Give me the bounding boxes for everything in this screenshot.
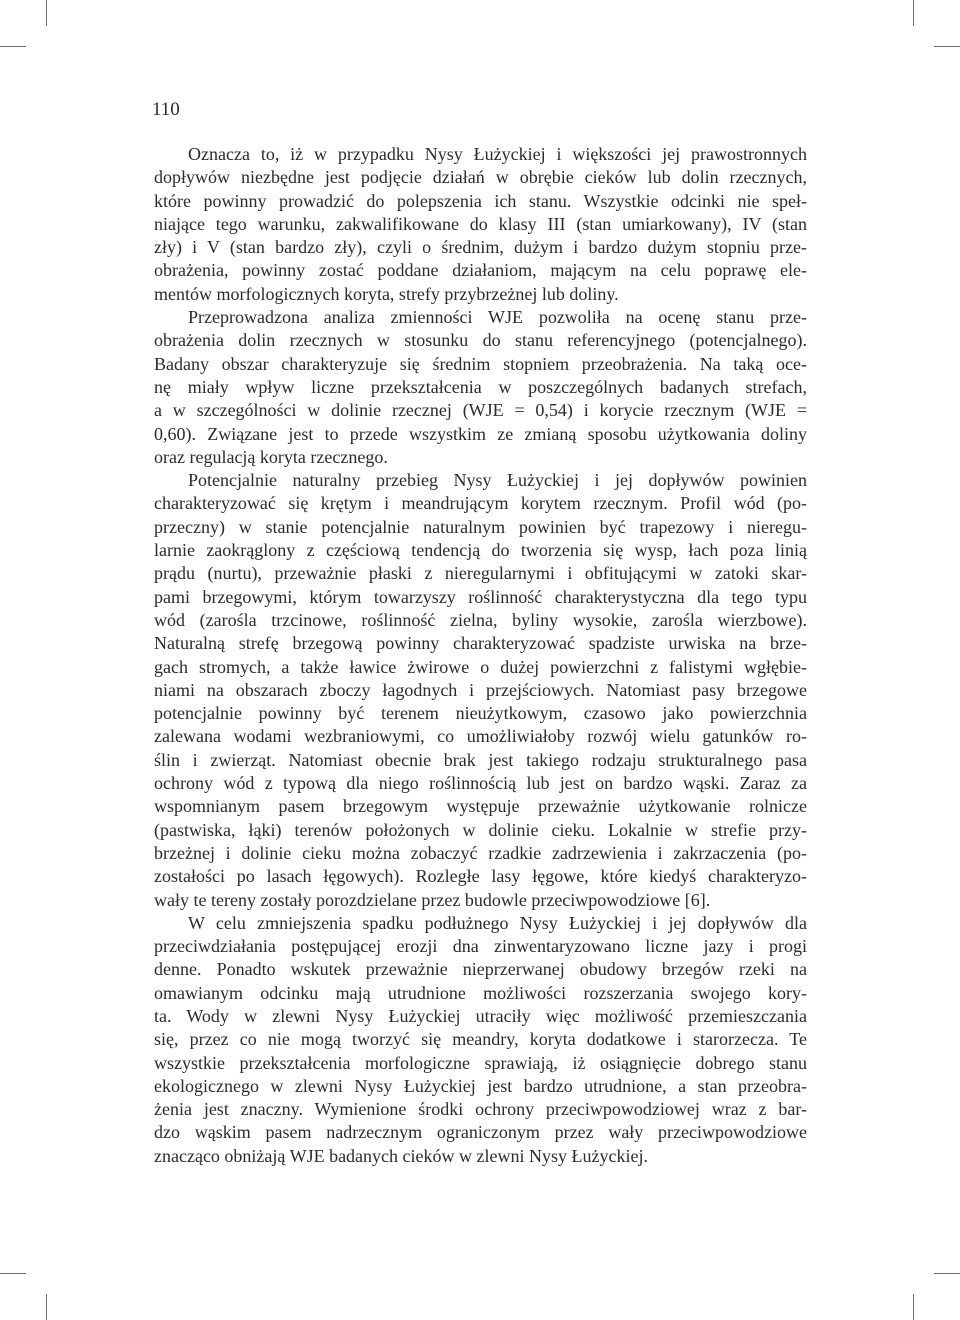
text-line: niające tego warunku, zakwalifikowane do klasy III (stan umiarkowany), IV (stan [154, 213, 807, 234]
text-line: ta. Wody w zlewni Nysy Łużyckiej utraciły więc możliwość przemieszczania [154, 1005, 807, 1026]
text-line: przeciwdziałania postępującej erozji dna zinwentaryzowano liczne jazy i progi [154, 936, 807, 957]
text-line: wszystkie przekształcenia morfologiczne sprawiają, iż osiągnięcie dobrego stanu [154, 1052, 807, 1073]
text-line: omawianym odcinku mają utrudnione możliwości rozszerzania swojego kory- [154, 982, 807, 1003]
crop-mark-bottom-right-h [934, 1273, 960, 1274]
text-line: zostałości po lasach łęgowych). Rozległe lasy łęgowe, które kiedyś charakteryzo- [154, 866, 807, 887]
crop-mark-bottom-left-h [0, 1273, 26, 1274]
text-line: Przeprowadzona analiza zmienności WJE pozwoliła na ocenę stanu prze- [188, 307, 807, 328]
text-line: W celu zmniejszenia spadku podłużnego Nysy Łużyckiej i jej dopływów dla [188, 912, 807, 933]
text-line: obrażenia, powinny zostać poddane działaniom, mającym na celu poprawę ele- [154, 260, 807, 281]
text-line: ślin i zwierząt. Natomiast obecnie brak jest takiego rodzaju strukturalnego pasa [154, 749, 807, 770]
text-line: dopływów niezbędne jest podjęcie działań w obrębie cieków lub dolin rzecznych, [154, 167, 807, 188]
text-line: wały te tereny zostały porozdzielane przez budowle przeciwpowodziowe [6]. [154, 889, 711, 910]
text-line: oraz regulacją koryta rzecznego. [154, 446, 388, 467]
text-line: nę miały wpływ liczne przekształcenia w poszczególnych badanych strefach, [154, 376, 807, 397]
text-line: (pastwiska, łąki) terenów położonych w dolinie cieku. Lokalnie w strefie przy- [154, 819, 807, 840]
text-line: pami brzegowymi, którym towarzyszy roślinność charakterystyczna dla tego typu [154, 586, 807, 607]
text-line: prądu (nurtu), przeważnie płaski z nieregularnymi i obfitującymi w zatoki skar- [154, 563, 807, 584]
body-text [154, 143, 807, 1168]
text-line: obrażenia dolin rzecznych w stosunku do stanu referencyjnego (potencjalnego). [154, 330, 807, 351]
crop-mark-bottom-right [913, 1294, 914, 1320]
paragraph [154, 469, 807, 912]
text-line: się, przez co nie mogą tworzyć się meandry, koryta dodatkowe i starorzecza. Te [154, 1029, 807, 1050]
text-line: gach stromych, a także ławice żwirowe o dużej powierzchni z falistymi wgłębie- [154, 656, 807, 677]
page-number: 110 [152, 99, 180, 120]
crop-mark-top-left-h [0, 46, 26, 47]
text-line: zły) i V (stan bardzo zły), czyli o średnim, dużym i bardzo dużym stopniu prze- [154, 237, 807, 258]
text-line: a w szczególności w dolinie rzecznej (WJE = 0,54) i korycie rzecznym (WJE = [154, 400, 807, 421]
crop-mark-top-right [913, 0, 914, 26]
text-line: ochrony wód z typową dla niego roślinnością lub jest on bardzo wąski. Zaraz za [154, 773, 807, 794]
text-line: zalewana wodami wezbraniowymi, co umożliwiałoby rozwój wielu gatunków ro- [154, 726, 807, 747]
text-line: Naturalną strefę brzegową powinny charakteryzować spadziste urwiska na brze- [154, 633, 807, 654]
text-line: brzeżnej i dolinie cieku można zobaczyć rzadkie zadrzewienia i zakrzaczenia (po- [154, 842, 807, 863]
text-line: żenia jest znaczny. Wymienione środki ochrony przeciwpowodziowej wraz z bar- [154, 1099, 807, 1120]
text-line: wspomnianym pasem brzegowym występuje przeważnie użytkowanie rolnicze [154, 796, 807, 817]
paragraph [154, 912, 807, 1168]
paragraph [154, 143, 807, 306]
text-line: dzo wąskim pasem nadrzecznym ograniczonym przez wały przeciwpowodziowe [154, 1122, 807, 1143]
text-line: przeczny) w stanie potencjalnie naturalnym powinien być trapezowy i nieregu- [154, 516, 807, 537]
text-line: 0,60). Związane jest to przede wszystkim ze zmianą sposobu użytkowania doliny [154, 423, 807, 444]
text-line: które powinny prowadzić do polepszenia ich stanu. Wszystkie odcinki nie speł- [154, 190, 807, 211]
text-line: potencjalnie powinny być terenem nieużytkowym, czasowo jako powierzchnia [154, 703, 807, 724]
text-line: znacząco obniżają WJE badanych cieków w zlewni Nysy Łużyckiej. [154, 1145, 648, 1166]
text-line: Oznacza to, iż w przypadku Nysy Łużyckiej i większości jej prawostronnych [188, 144, 807, 164]
paragraph [154, 306, 807, 469]
text-line: larnie zaokrąglony z częściową tendencją do tworzenia się wysp, łach poza linią [154, 540, 807, 561]
crop-mark-bottom-left [46, 1294, 47, 1320]
text-line: denne. Ponadto wskutek przeważnie nieprzerwanej obudowy brzegów rzeki na [154, 959, 807, 980]
text-line: niami na obszarach zboczy łagodnych i przejściowych. Natomiast pasy brzegowe [154, 679, 807, 700]
text-line: mentów morfologicznych koryta, strefy przybrzeżnej lub doliny. [154, 283, 619, 304]
text-line: Potencjalnie naturalny przebieg Nysy Łużyckiej i jej dopływów powinien [188, 470, 807, 491]
text-line: ekologicznego w zlewni Nysy Łużyckiej jest bardzo utrudnione, a stan przeobra- [154, 1075, 807, 1096]
text-line: wód (zarośla trzcinowe, roślinność zielna, byliny wysokie, zarośla wierzbowe). [154, 609, 807, 630]
text-line: charakteryzować się krętym i meandrującym korytem rzecznym. Profil wód (po- [154, 493, 807, 514]
text-line: Badany obszar charakteryzuje się średnim stopniem przeobrażenia. Na taką oce- [154, 353, 807, 374]
crop-mark-top-left [46, 0, 47, 26]
crop-mark-top-right-h [934, 46, 960, 47]
